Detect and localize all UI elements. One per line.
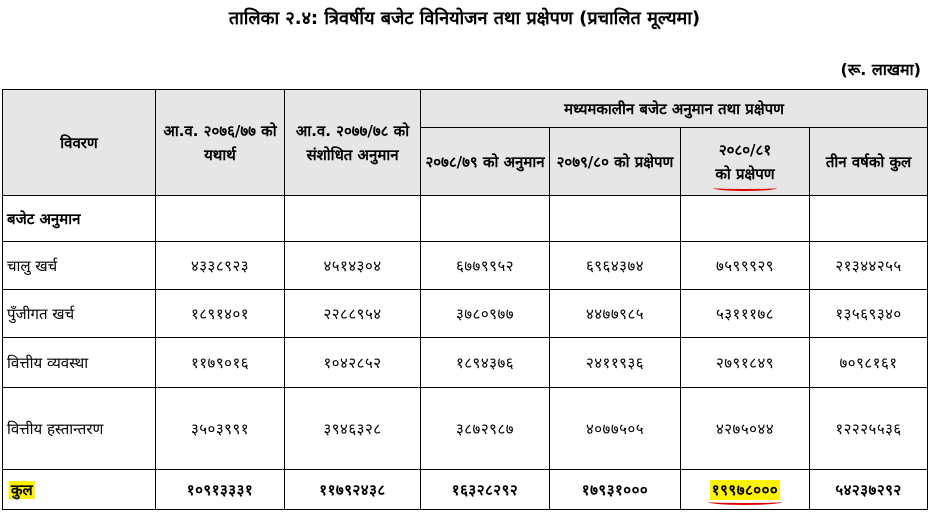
total-cell: १०९१३३३१ (156, 470, 285, 510)
header-actual-7677: आ.व. २०७६/७७ को यथार्थ (156, 90, 285, 196)
total-label: कुल (11, 480, 33, 499)
header-proj-8081-year: २०८०/८१ (718, 140, 772, 159)
cell: ४२७५०४४ (681, 388, 810, 470)
header-description: विवरण (3, 90, 156, 196)
cell: ३७८०९७७ (421, 290, 550, 338)
header-proj-8081-label: को प्रक्षेपण (715, 162, 774, 186)
cell: ४०७७५०५ (550, 388, 681, 470)
cell: ७५९९९२९ (681, 242, 810, 290)
row-label: पुँजीगत खर्च (3, 290, 156, 338)
unit-label: (रू. लाखमा) (840, 60, 921, 79)
cell: २१३४४२५५ (810, 242, 928, 290)
table-title: तालिका २.४: त्रिवर्षीय बजेट विनियोजन तथा प्रक्षेपण (प्रचालित मूल्यमा) (228, 8, 701, 29)
total-cell: ११७९२४३८ (285, 470, 421, 510)
cell: ३८७२९८७ (421, 388, 550, 470)
section-label: बजेट अनुमान (3, 196, 156, 242)
total-cell-highlighted: १९९७८००० (711, 480, 779, 499)
cell: १८९४३७६ (421, 338, 550, 388)
header-three-year-total: तीन वर्षको कुल (810, 128, 928, 196)
cell: १२२२५५३६ (810, 388, 928, 470)
table-row (3, 388, 928, 470)
total-row (3, 470, 928, 510)
total-cell: १६३२८२९२ (421, 470, 550, 510)
cell: ११७९०१६ (156, 338, 285, 388)
row-label: वित्तीय व्यवस्था (3, 338, 156, 388)
cell: ७०९८१६१ (810, 338, 928, 388)
cell: १३५६९३४० (810, 290, 928, 338)
header-est-7879: २०७८/७९ को अनुमान (421, 128, 550, 196)
budget-table (2, 89, 928, 510)
row-label: चालु खर्च (3, 242, 156, 290)
header-mtef-group: मध्यमकालीन बजेट अनुमान तथा प्रक्षेपण (421, 90, 928, 128)
total-cell: १७९३१००० (550, 470, 681, 510)
cell: ३९४६३२८ (285, 388, 421, 470)
cell: ६७७९९५२ (421, 242, 550, 290)
cell: ६९६४३७४ (550, 242, 681, 290)
row-label: वित्तीय हस्तान्तरण (3, 388, 156, 470)
cell: ४३३८९२३ (156, 242, 285, 290)
total-cell: ५४२३७२९२ (810, 470, 928, 510)
cell: २४११९३६ (550, 338, 681, 388)
cell: २७९१८४९ (681, 338, 810, 388)
cell: ३५०३९९१ (156, 388, 285, 470)
table-row (3, 338, 928, 388)
table-row (3, 290, 928, 338)
cell: १०४२८५२ (285, 338, 421, 388)
cell: ४४७७९८५ (550, 290, 681, 338)
cell: ४५१४३०४ (285, 242, 421, 290)
cell: ५३१११७८ (681, 290, 810, 338)
header-revised-7778: आ.व. २०७७/७८ को संशोधित अनुमान (285, 90, 421, 196)
cell: १८९१४०१ (156, 290, 285, 338)
header-proj-8081 (681, 128, 810, 196)
header-proj-7980: २०७९/८० को प्रक्षेपण (550, 128, 681, 196)
section-row (3, 196, 928, 242)
table-row (3, 242, 928, 290)
cell: २२८८९५४ (285, 290, 421, 338)
